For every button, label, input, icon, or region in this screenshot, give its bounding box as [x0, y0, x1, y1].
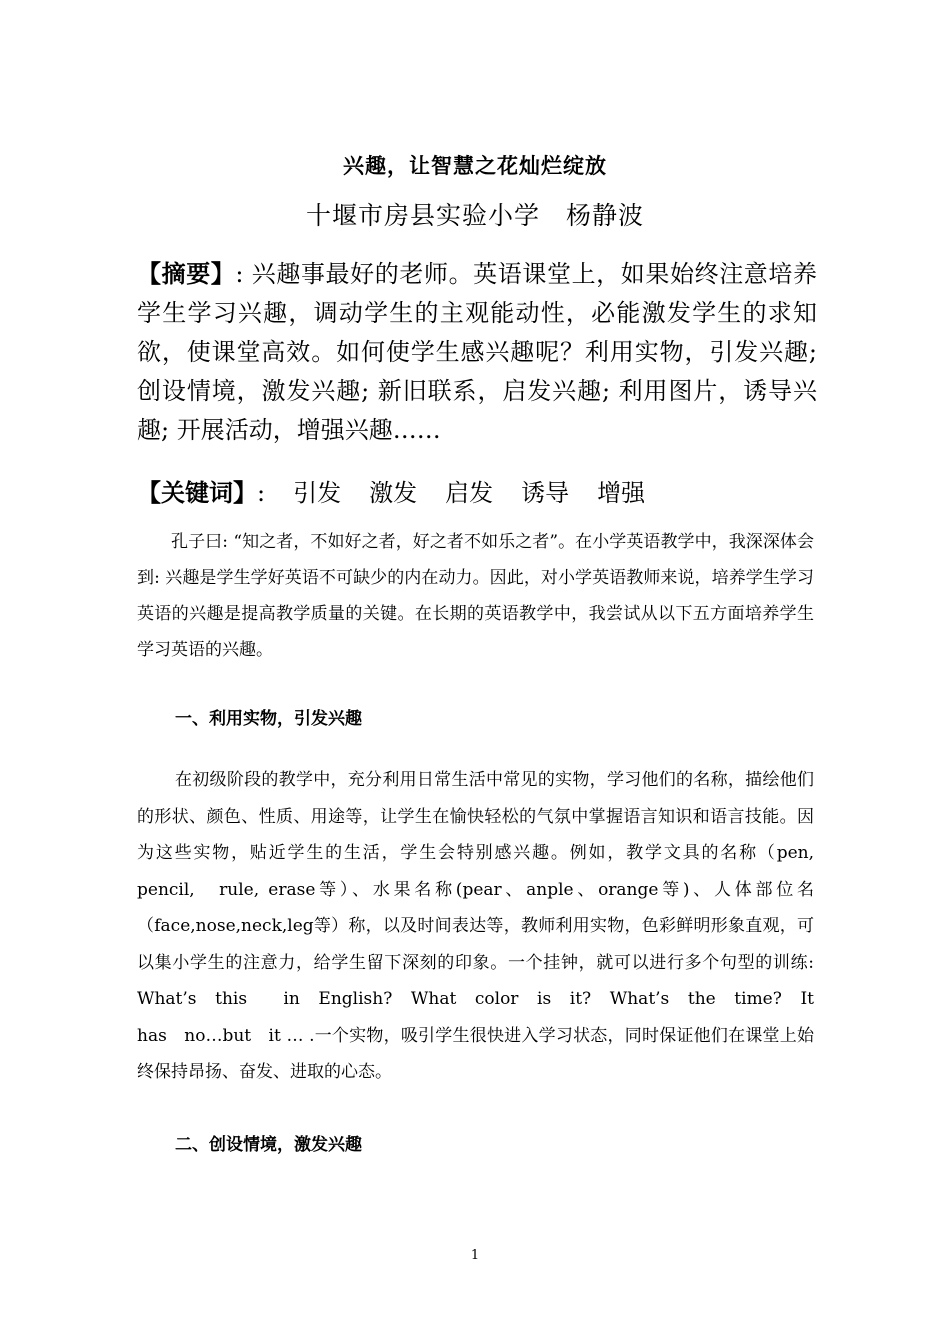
intro-paragraph: 孔子曰: “知之者，不如好之者，好之者不如乐之者”。在小学英语教学中，我深深体会到: 兴趣是学生学好英语不可缺少的内在动力。因此，对小学英语教师来说，培养学生学习英语的兴趣是提高教学质量的关键。在长期的英语教学中，我尝试从以下五方面培养学生学习英语的兴趣。	[137, 532, 814, 660]
abstract-label: 【摘要】	[137, 259, 236, 288]
keywords-separator: :	[257, 479, 266, 507]
keyword: 诱导	[521, 479, 570, 507]
keywords-label: 【关键词】	[137, 478, 257, 507]
author-line: 十堰市房县实验小学 杨静波	[305, 201, 644, 230]
keyword: 引发	[293, 479, 342, 507]
abstract-text: : 兴趣事最好的老师。英语课堂上，如果始终注意培养学生学习兴趣，调动学生的主观能动性，必能激发学生的求知欲，使课堂高效。如何使学生感兴趣呢？利用实物，引发兴趣;创设情境，激发兴趣; 新旧联系，启发兴趣; 利用图片，诱导兴趣; 开展活动，增强兴趣……	[137, 260, 818, 444]
keyword: 增强	[597, 479, 646, 507]
keyword: 启发	[445, 479, 494, 507]
abstract-paragraph	[137, 254, 817, 450]
keyword: 激发	[369, 479, 418, 507]
section-heading-1: 一、利用实物，引发兴趣	[175, 709, 362, 729]
document-title: 兴趣，让智慧之花灿烂绽放	[343, 153, 607, 178]
section-body-1: 在初级阶段的教学中，充分利用日常生活中常见的实物，学习他们的名称，描绘他们的形状、颜色、性质、用途等，让学生在愉快轻松的气氛中掌握语言知识和语言技能。因为这些实物，贴近学生的生活，学生会特别感兴趣。例如，教学文具的名称（pen, pencil, rule, erase等）、水果名称(pear、anple、orange等)、人体部位名（face,nose,neck,leg等）称，以及时间表达等，教师利用实物，色彩鲜明形象直观，可以集小学生的注意力，给学生留下深刻的印象。一个挂钟，就可以进行多个句型的训练: What’s this in English? What color is it? What’s the time? It has no…but it … .一个实物，吸引学生很快进入学习状态，同时保证他们在课堂上始终保持昂扬、奋发、进取的心态。	[137, 770, 831, 1082]
keywords-line	[137, 476, 817, 510]
page-number: 1	[470, 1248, 480, 1263]
section-heading-2: 二、创设情境，激发兴趣	[175, 1135, 362, 1155]
